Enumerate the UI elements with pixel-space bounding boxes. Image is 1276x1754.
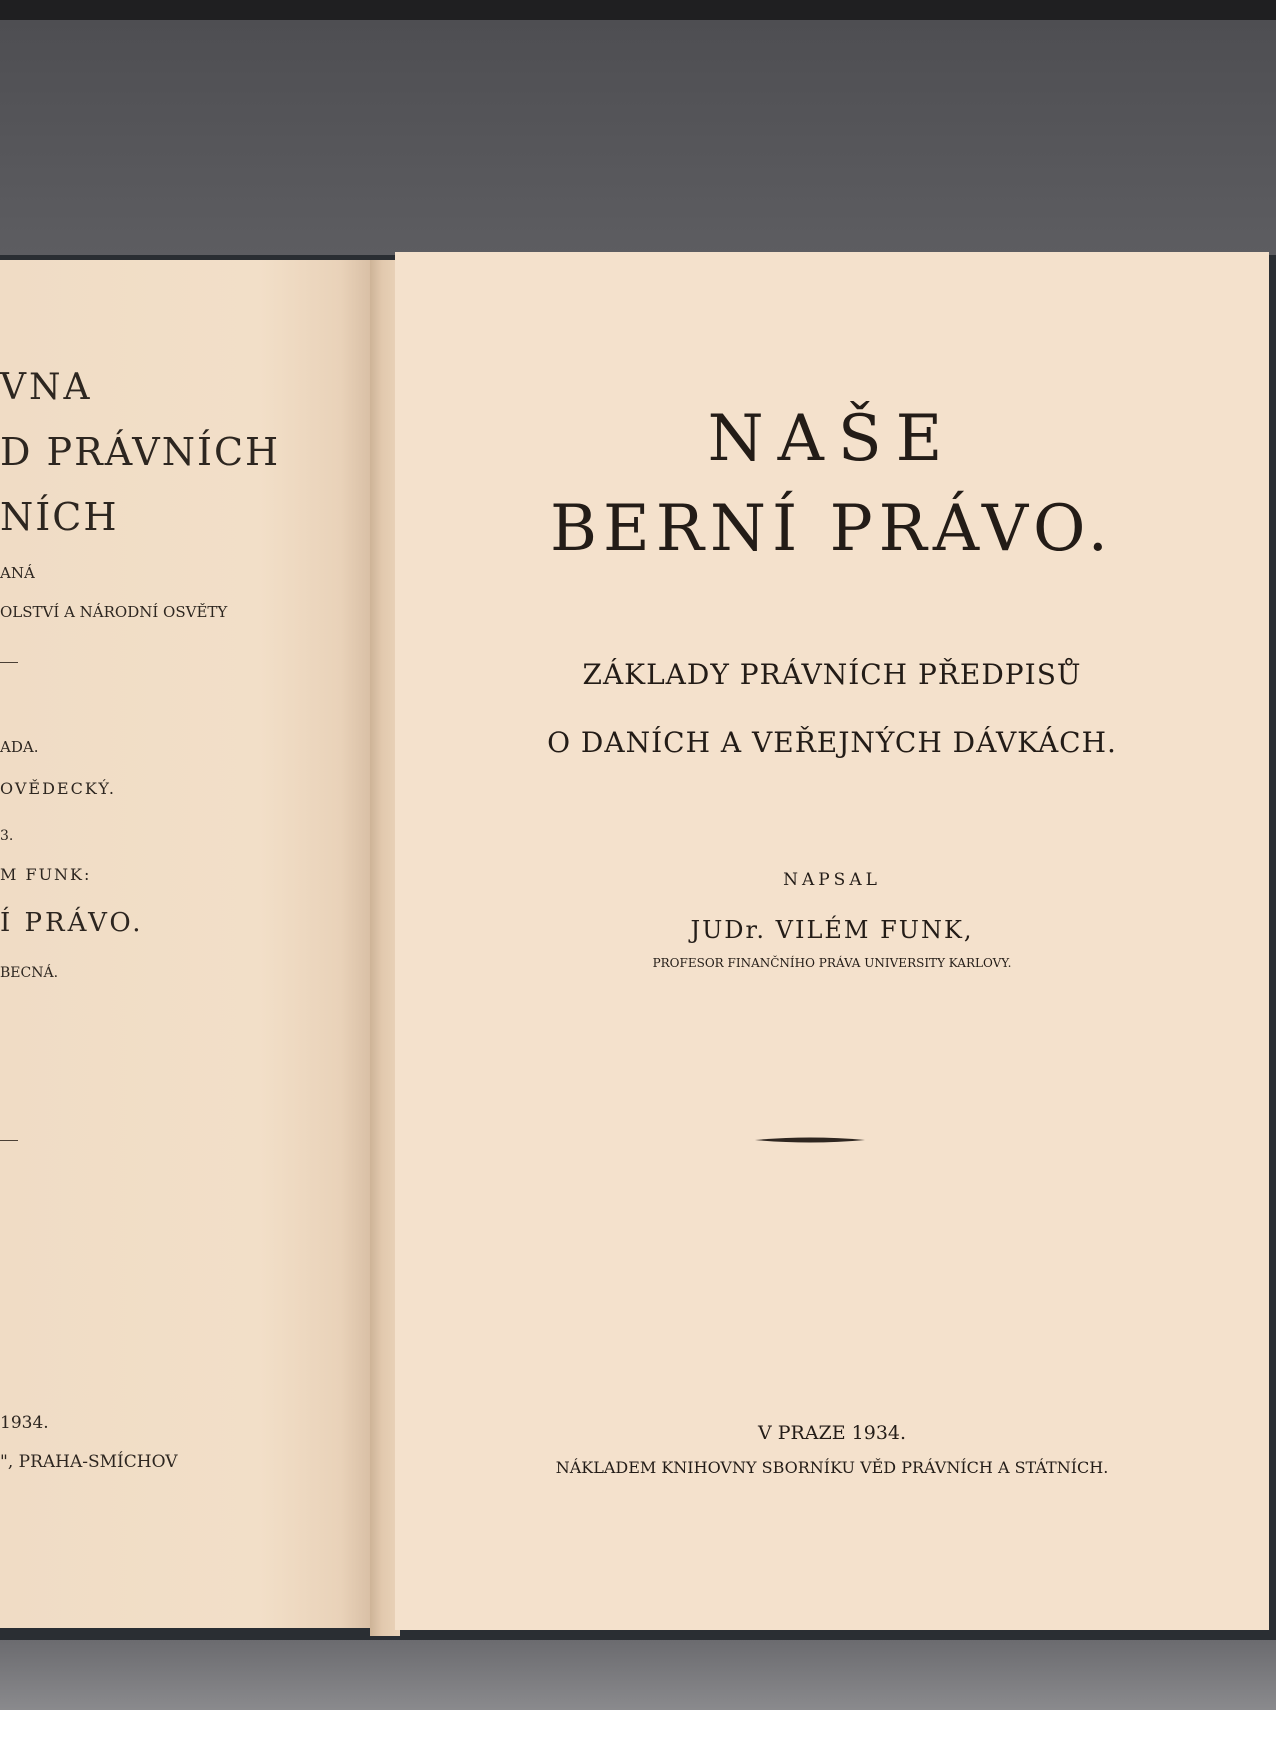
author-name: JUDr. VILÉM FUNK, [690, 916, 974, 944]
publisher: NÁKLADEM KNIHOVNY SBORNÍKU VĚD PRÁVNÍCH A STÁTNÍCH. [555, 1458, 1109, 1477]
scan-background-bottom [0, 1640, 1276, 1710]
left-line-10: Í PRÁVO. [0, 908, 144, 938]
written-by: NAPSAL [783, 870, 881, 890]
left-line-7: OVĚDECKÝ. [0, 779, 116, 798]
left-line-11: BECNÁ. [0, 965, 59, 981]
scan-top-edge [0, 0, 1276, 20]
left-line-4: ANÁ [0, 564, 35, 582]
left-page [0, 260, 370, 1628]
left-line-9: M FUNK: [0, 865, 92, 884]
left-line-1: VNA [0, 367, 93, 408]
scan-bottom-margin [0, 1710, 1276, 1754]
left-line-5: OLSTVÍ A NÁRODNÍ OSVĚTY [0, 603, 228, 621]
left-line-6: ADA. [0, 738, 39, 756]
left-rule-1 [0, 662, 18, 663]
left-line-3: NÍCH [0, 495, 119, 539]
subtitle-line-1: ZÁKLADY PRÁVNÍCH PŘEDPISŮ [582, 658, 1082, 691]
scan-background-top [0, 20, 1276, 255]
left-line-12: 1934. [0, 1413, 49, 1433]
place-year: V PRAZE 1934. [757, 1422, 907, 1444]
left-line-8: 3. [0, 828, 14, 844]
left-rule-2 [0, 1140, 18, 1141]
title-line-1: NAŠE [707, 402, 957, 476]
subtitle-line-2: O DANÍCH A VEŘEJNÝCH DÁVKÁCH. [547, 726, 1117, 759]
left-line-13: ", PRAHA-SMÍCHOV [0, 1452, 178, 1472]
left-line-2: D PRÁVNÍCH [0, 430, 281, 474]
title-page [395, 252, 1269, 1630]
ornament-rule-icon [755, 1134, 865, 1146]
author-title: PROFESOR FINANČNÍHO PRÁVA UNIVERSITY KARLOVY. [652, 956, 1012, 970]
title-line-2: BERNÍ PRÁVO. [550, 492, 1114, 566]
